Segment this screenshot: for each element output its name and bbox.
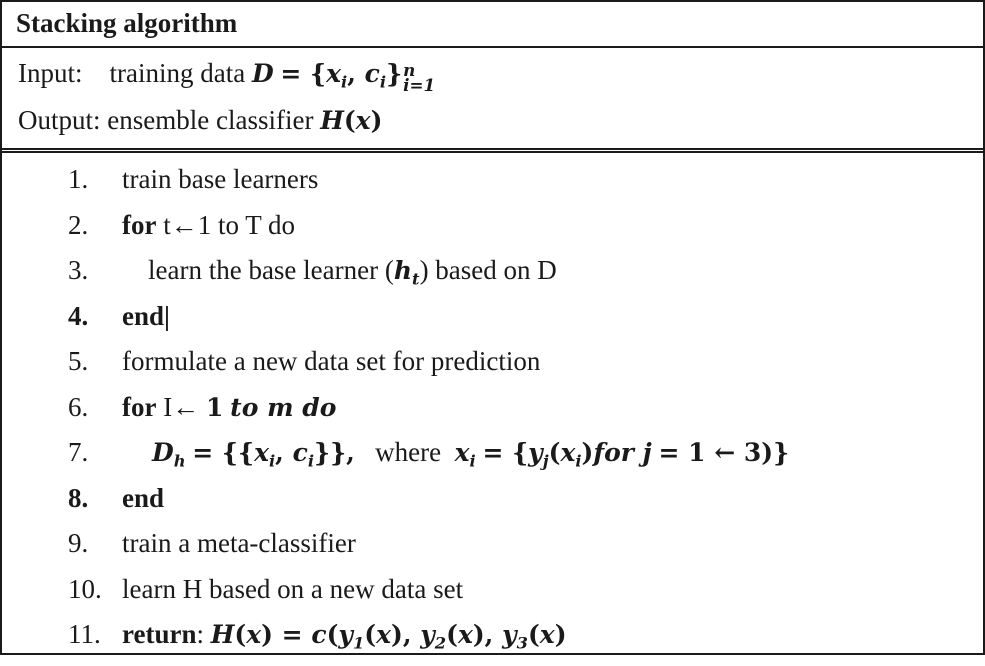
step-text: t←1 to T do [163,209,296,240]
step-6 [2,385,983,431]
output-label: Output: [18,105,101,135]
output-formula: H(x) [320,106,383,135]
keyword-end: end [122,482,165,513]
keyword-return: return [122,619,197,649]
steps-list [2,153,983,658]
step-5 [2,339,983,385]
step-text: : $H(x) = c(y_1(x)$, $y_2(x)$, $y_3(x)$ [196,619,567,653]
input-line [18,50,983,97]
step-number: 7. [68,437,89,467]
step-7 [2,430,983,476]
step-11 [2,612,983,658]
step-1 [2,157,983,203]
step-number: 8. [68,482,89,513]
input-text: training data [109,58,246,88]
step-text: train base learners [122,164,319,194]
algorithm-title: Stacking algorithm [2,2,983,48]
step-number: 10. [68,573,102,604]
step-text: formulate a new data set for prediction [122,346,541,376]
step-number: 6. [68,391,89,422]
step-4 [2,294,983,340]
step-8 [2,476,983,522]
keyword-for: for [122,209,157,240]
step-text: $D_h = \{\{x_i$, $c_i$}}, where $x_i = \{y_j(x_i)for$ j = 1 ← 3)} [152,437,790,471]
input-label: Input: [18,58,83,88]
step-2 [2,203,983,249]
step-number: 2. [68,209,89,240]
step-text: I← 1 to m do [163,391,337,422]
input-formula: $D = \{x_i$, $c_i$} n i=1 [251,59,436,95]
output-line [18,97,983,144]
step-text: train a meta-classifier [122,528,356,558]
step-number: 5. [68,346,89,376]
keyword-for: for [122,391,157,422]
step-number: 3. [68,255,89,285]
io-section [2,48,983,153]
step-9 [2,521,983,567]
step-10 [2,567,983,613]
step-text: learn the base learner $(h_t)$ based on D [148,255,557,289]
step-text: learn H based on a new data set [122,573,464,604]
step-3 [2,248,983,294]
step-number: 4. [68,300,89,331]
step-number: 1. [68,164,89,194]
step-number: 9. [68,528,89,558]
keyword-end: end| [122,300,170,331]
step-number: 11. [68,619,101,649]
output-text: ensemble classifier [107,105,314,135]
